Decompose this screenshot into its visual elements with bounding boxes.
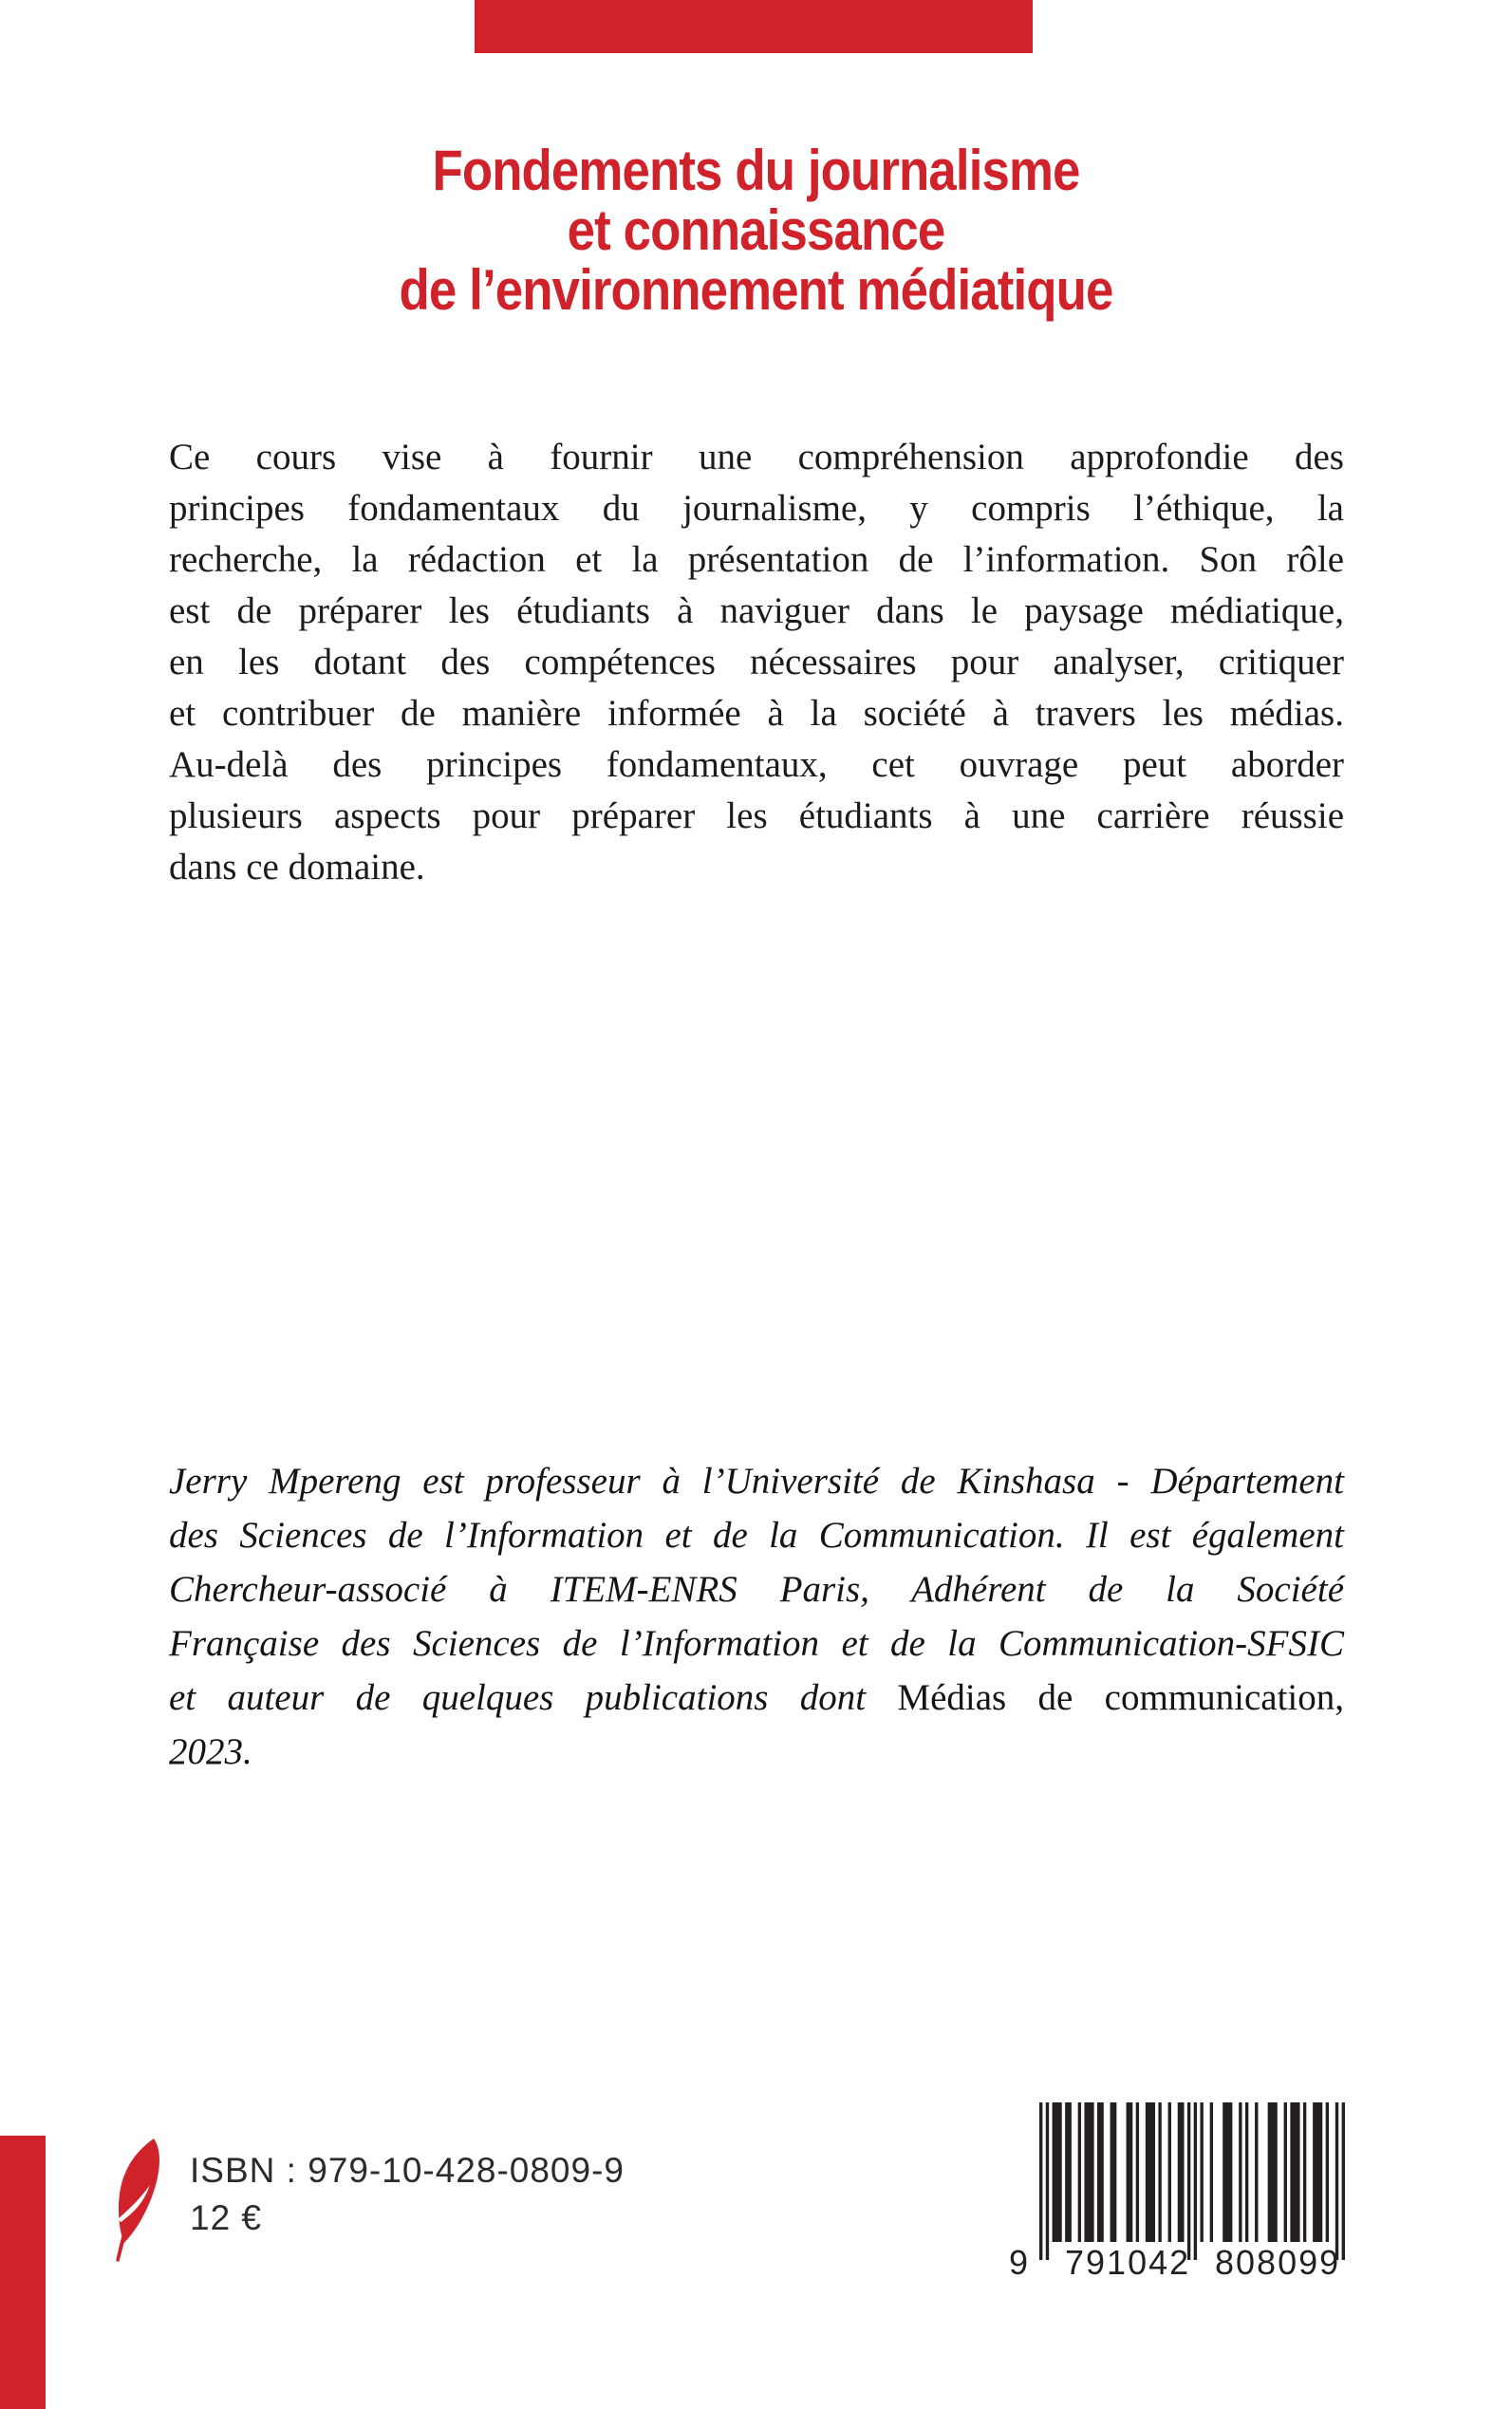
barcode-bars: [1039, 2102, 1345, 2264]
ean13-barcode: [1009, 2102, 1345, 2285]
synopsis-paragraph: [169, 432, 1344, 893]
top-red-banner: [475, 0, 1033, 53]
barcode-digit-lead: 9: [1009, 2243, 1031, 2282]
author-bio-paragraph-line: 2023.: [169, 1731, 252, 1772]
barcode-digit-group2: 808099: [1215, 2243, 1341, 2282]
synopsis-paragraph-line: est de préparer les étudiants à naviguer dans le paysage médiatique,: [169, 590, 1344, 631]
author-bio-paragraph-line: Française des Sciences de l’Information et de la Communication-SFSIC: [169, 1623, 1344, 1664]
price-text: 12 €: [190, 2198, 263, 2237]
synopsis-paragraph-line: Au-delà des principes fondamentaux, cet ouvrage peut aborder: [169, 744, 1344, 785]
publisher-feather-icon: [101, 2136, 167, 2263]
author-bio-paragraph-line: et auteur de quelques publications dont Médias de communication,: [169, 1677, 1344, 1718]
author-bio-paragraph: [169, 1454, 1344, 1779]
synopsis-paragraph-line: Ce cours vise à fournir une compréhension approfondie des: [169, 437, 1344, 477]
book-title: [91, 140, 1422, 320]
synopsis-paragraph-line: et contribuer de manière informée à la société à travers les médias.: [169, 693, 1344, 734]
author-bio-paragraph-line: des Sciences de l’Information et de la Communication. Il est également: [169, 1515, 1344, 1556]
synopsis-paragraph-line: en les dotant des compétences nécessaires pour analyser, critiquer: [169, 642, 1344, 682]
feather-icon: [101, 2136, 167, 2263]
book-title-line: et connaissance: [567, 198, 945, 262]
barcode-digit-group1: 791042: [1065, 2243, 1191, 2282]
synopsis-paragraph-line: recherche, la rédaction et la présentation de l’information. Son rôle: [169, 539, 1344, 580]
synopsis-paragraph-line: principes fondamentaux du journalisme, y compris l’éthique, la: [169, 488, 1344, 529]
synopsis-paragraph-line: dans ce domaine.: [169, 847, 425, 887]
imprint-block: [190, 2147, 625, 2242]
author-bio-paragraph-line: Jerry Mpereng est professeur à l’Université de Kinshasa - Département: [169, 1461, 1344, 1502]
book-title-line: Fondements du journalisme: [432, 139, 1080, 202]
isbn-text: ISBN : 979-10-428-0809-9: [190, 2151, 625, 2190]
book-title-line: de l’environnement médiatique: [399, 258, 1113, 322]
author-bio-paragraph-line: Chercheur-associé à ITEM-ENRS Paris, Adhérent de la Société: [169, 1569, 1344, 1610]
synopsis-paragraph-line: plusieurs aspects pour préparer les étudiants à une carrière réussie: [169, 795, 1344, 836]
spine-red-bar: [0, 2136, 46, 2409]
